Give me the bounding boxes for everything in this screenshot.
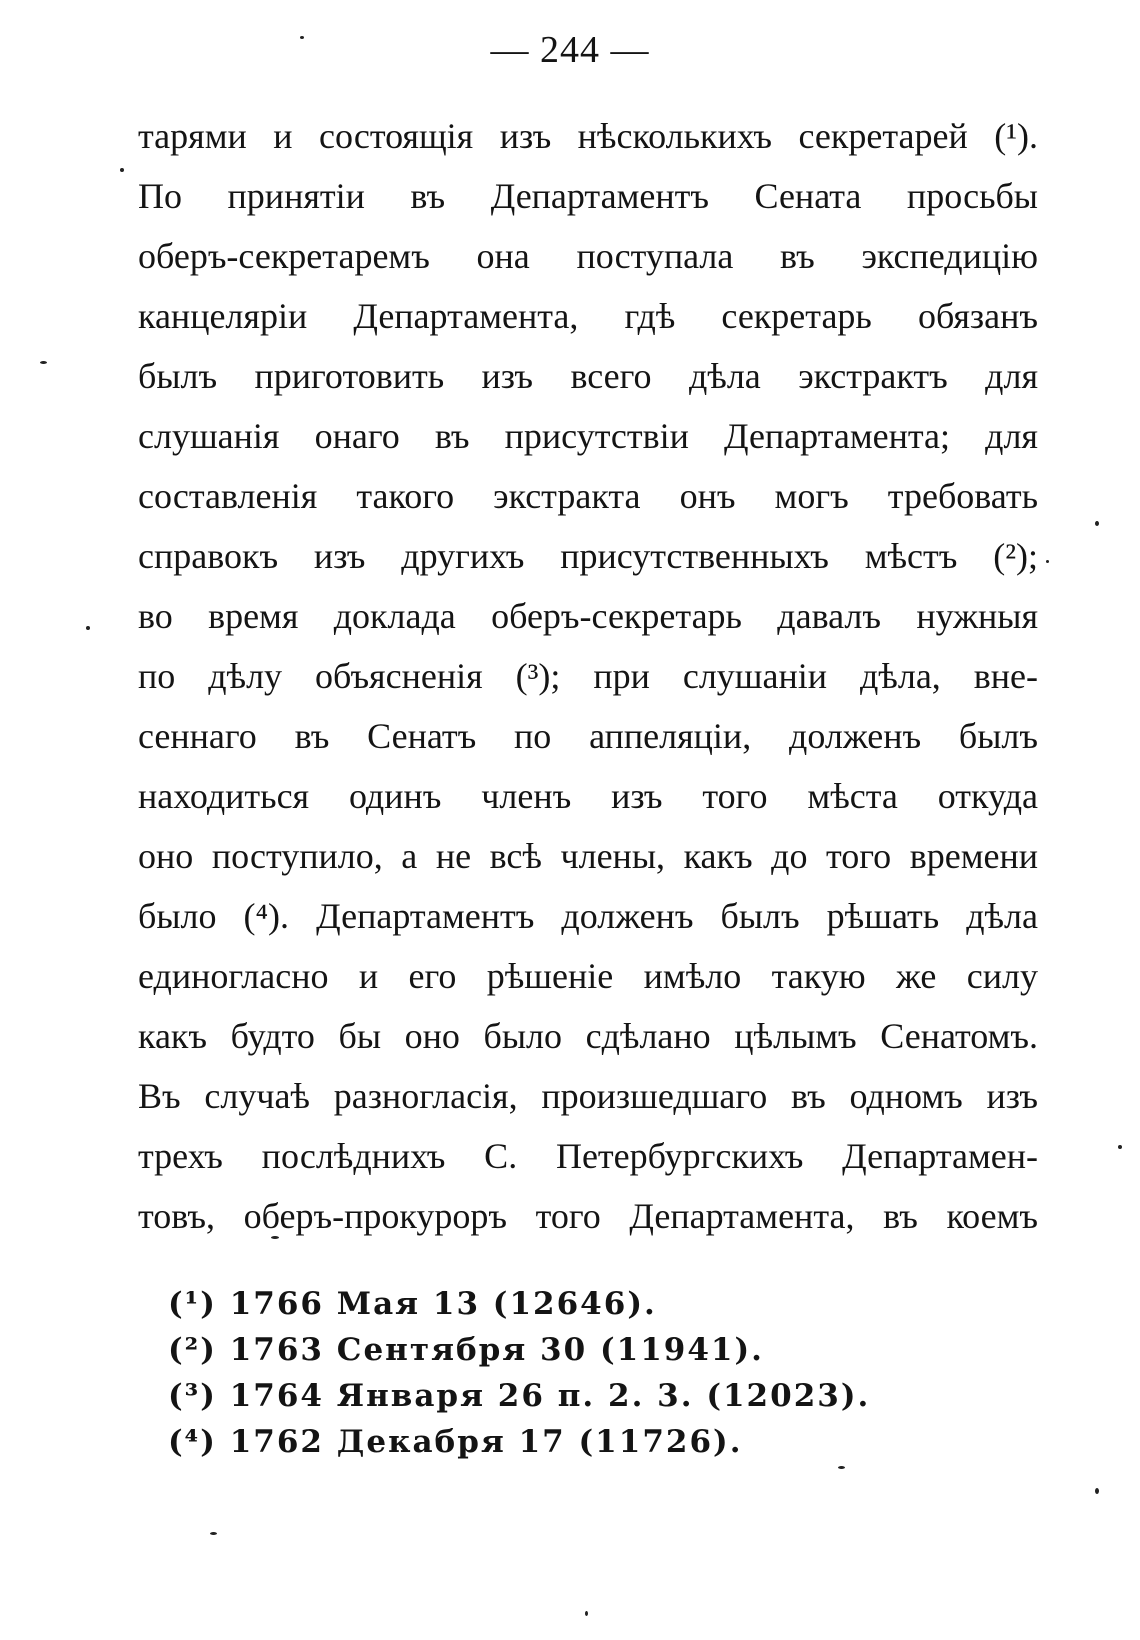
text-line: трехъ послѣднихъ С. Петербургскихъ Департамен- [138, 1136, 1038, 1176]
text-line: слушанія онаго въ присутствіи Департамента; для [138, 416, 1038, 456]
text-line: былъ приготовить изъ всего дѣла экстрактъ для [138, 356, 1038, 396]
scan-speck [120, 168, 124, 172]
scan-speck [585, 1611, 588, 1616]
scan-speck [1118, 1145, 1122, 1149]
scan-speck [271, 1236, 279, 1239]
footnotes [168, 1281, 928, 1465]
footnote: (³) 1764 Января 26 п. 2. 3. (12023). [168, 1378, 871, 1414]
text-line: По принятіи въ Департаментъ Сената просьбы [138, 176, 1038, 216]
text-line: составленія такого экстракта онъ могъ требовать [138, 476, 1038, 516]
scan-speck [1095, 521, 1099, 526]
scan-speck [1046, 560, 1049, 563]
text-line: товъ, оберъ-прокуроръ того Департамента, въ коемъ [138, 1196, 1038, 1236]
footnote: (²) 1763 Сентября 30 (11941). [168, 1332, 764, 1368]
scan-speck [300, 36, 304, 39]
text-line: во время доклада оберъ-секретарь давалъ нужныя [138, 596, 1038, 636]
text-line: справокъ изъ другихъ присутственныхъ мѣстъ (²); [138, 536, 1038, 576]
text-line: какъ будто бы оно было сдѣлано цѣлымъ Сенатомъ. [138, 1016, 1038, 1056]
scan-speck [210, 1532, 217, 1535]
text-line: находиться одинъ членъ изъ того мѣста откуда [138, 776, 1038, 816]
scan-speck [40, 361, 47, 364]
text-line: Въ случаѣ разногласія, произшедшаго въ одномъ изъ [138, 1076, 1038, 1116]
body-text [138, 106, 1038, 1246]
text-line: было (⁴). Департаментъ долженъ былъ рѣшать дѣла [138, 896, 1038, 936]
footnote: (¹) 1766 Мая 13 (12646). [168, 1286, 657, 1322]
text-line: оно поступило, а не всѣ члены, какъ до того времени [138, 836, 1038, 876]
scan-speck [838, 1466, 845, 1469]
footnote: (⁴) 1762 Декабря 17 (11726). [168, 1424, 743, 1460]
text-line: оберъ-секретаремъ она поступала въ экспедицію [138, 236, 1038, 276]
text-line: канцеляріи Департамента, гдѣ секретарь обязанъ [138, 296, 1038, 336]
scan-speck [1095, 1488, 1099, 1494]
text-line: тарями и состоящія изъ нѣсколькихъ секретарей (¹). [138, 116, 1038, 156]
text-line: сеннаго въ Сенатъ по аппеляціи, долженъ былъ [138, 716, 1038, 756]
scan-speck [86, 626, 90, 630]
text-line: единогласно и его рѣшеніе имѣло такую же силу [138, 956, 1038, 996]
text-line: по дѣлу объясненія (³); при слушаніи дѣла, вне- [138, 656, 1038, 696]
page-number: — 244 — [490, 29, 650, 71]
